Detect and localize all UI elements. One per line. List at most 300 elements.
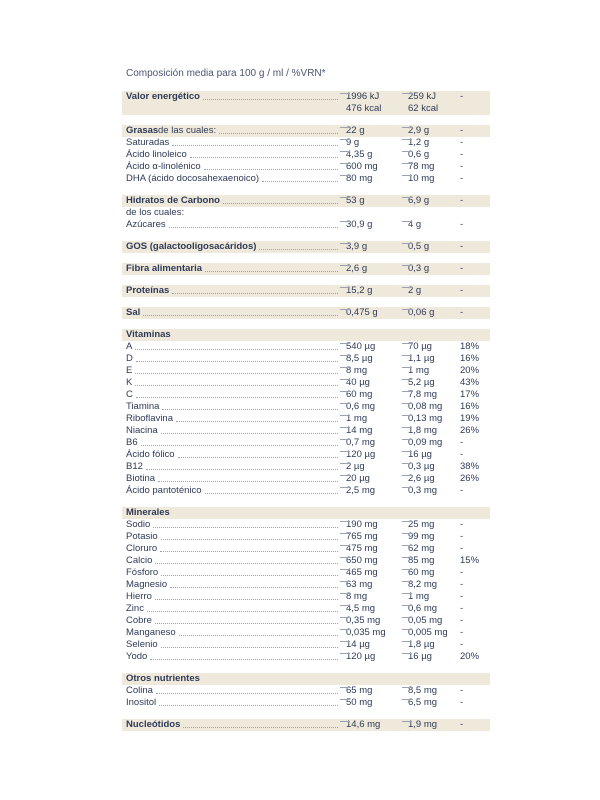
table-section xyxy=(122,241,490,253)
dotted-leader xyxy=(155,623,338,624)
per-100g-value: 8 mg xyxy=(346,591,368,602)
per-serving-value: 6,9 g xyxy=(408,195,430,206)
per-100g-value: 63 mg xyxy=(346,579,373,590)
column-separator xyxy=(340,593,350,594)
vrn-percent: - xyxy=(460,591,464,602)
table-caption: Composición media para 100 g / ml / %VRN* xyxy=(126,68,326,79)
table-row xyxy=(122,543,490,555)
column-separator xyxy=(340,569,350,570)
dotted-leader xyxy=(172,145,338,146)
nutrient-label: DHA (ácido docosahexaenoico) xyxy=(126,173,260,184)
per-100g-value: 2 µg xyxy=(346,461,365,472)
table-section xyxy=(122,329,490,497)
table-row xyxy=(122,603,490,615)
vrn-percent: 16% xyxy=(460,401,480,412)
column-separator xyxy=(340,487,350,488)
column-separator xyxy=(402,197,412,198)
vrn-percent: 20% xyxy=(460,651,480,662)
column-separator xyxy=(402,687,412,688)
per-100g-value: 476 kcal xyxy=(346,103,382,114)
per-serving-value: 8,5 mg xyxy=(408,685,438,696)
per-serving-value: 99 mg xyxy=(408,531,435,542)
vrn-percent: 43% xyxy=(460,377,480,388)
column-separator xyxy=(340,451,350,452)
column-separator xyxy=(402,653,412,654)
dotted-leader xyxy=(223,203,338,204)
dotted-leader xyxy=(179,635,338,636)
column-separator xyxy=(340,355,350,356)
nutrient-label: Minerales xyxy=(126,507,170,518)
per-serving-value: 8,2 mg xyxy=(408,579,438,590)
vrn-percent: 17% xyxy=(460,389,480,400)
per-serving-value: 16 µg xyxy=(408,449,432,460)
column-separator xyxy=(402,475,412,476)
per-100g-value: 2,5 mg xyxy=(346,485,376,496)
dotted-leader xyxy=(150,659,338,660)
column-separator xyxy=(340,653,350,654)
table-row xyxy=(122,485,490,497)
per-100g-value: 80 mg xyxy=(346,173,373,184)
vrn-percent: 26% xyxy=(460,473,480,484)
column-separator xyxy=(340,221,350,222)
column-separator xyxy=(340,197,350,198)
column-separator xyxy=(340,463,350,464)
dotted-leader xyxy=(135,385,338,386)
per-100g-value: 14,6 mg xyxy=(346,719,381,730)
vrn-percent: - xyxy=(460,125,464,136)
column-separator xyxy=(402,439,412,440)
per-100g-value: 40 µg xyxy=(346,377,370,388)
vrn-percent: - xyxy=(460,531,464,542)
dotted-leader xyxy=(161,539,338,540)
dotted-leader xyxy=(183,727,338,728)
vrn-percent: 15% xyxy=(460,555,480,566)
vrn-percent: - xyxy=(460,241,464,252)
vrn-percent: - xyxy=(460,195,464,206)
table-row xyxy=(122,365,490,377)
table-row xyxy=(122,615,490,627)
per-serving-value: 1,2 g xyxy=(408,137,430,148)
per-serving-value: 70 µg xyxy=(408,341,432,352)
dotted-leader xyxy=(219,133,338,134)
per-100g-value: 0,035 mg xyxy=(346,627,386,638)
table-row xyxy=(122,591,490,603)
per-serving-value: 25 mg xyxy=(408,519,435,530)
vrn-percent: 26% xyxy=(460,425,480,436)
nutrient-label: GOS (galactooligosacáridos) xyxy=(126,241,257,252)
vrn-percent: - xyxy=(460,161,464,172)
column-separator xyxy=(402,343,412,344)
vrn-percent: - xyxy=(460,91,464,102)
per-serving-value: 0,3 g xyxy=(408,263,430,274)
vrn-percent: - xyxy=(460,697,464,708)
dotted-leader xyxy=(143,315,338,316)
dotted-leader xyxy=(160,551,338,552)
dotted-leader xyxy=(262,181,338,182)
per-serving-value: 0,09 mg xyxy=(408,437,443,448)
column-separator xyxy=(340,605,350,606)
nutrient-label: Potasio xyxy=(126,531,158,542)
dotted-leader xyxy=(136,397,338,398)
vrn-percent: 19% xyxy=(460,413,480,424)
column-separator xyxy=(340,367,350,368)
per-100g-value: 650 mg xyxy=(346,555,378,566)
column-separator xyxy=(340,127,350,128)
dotted-leader xyxy=(162,409,338,410)
column-separator xyxy=(340,699,350,700)
table-row xyxy=(122,685,490,697)
column-separator xyxy=(402,379,412,380)
table-row xyxy=(122,353,490,365)
column-separator xyxy=(402,427,412,428)
vrn-percent: - xyxy=(460,285,464,296)
nutrient-label: Vitaminas xyxy=(126,329,171,340)
column-separator xyxy=(402,403,412,404)
table-section xyxy=(122,125,490,185)
vrn-percent: - xyxy=(460,567,464,578)
per-serving-value: 1,8 mg xyxy=(408,425,438,436)
per-serving-value: 0,13 mg xyxy=(408,413,443,424)
vrn-percent: - xyxy=(460,173,464,184)
nutrient-label: C xyxy=(126,389,133,400)
per-serving-value: 62 mg xyxy=(408,543,435,554)
column-separator xyxy=(340,163,350,164)
vrn-percent: 18% xyxy=(460,341,480,352)
vrn-percent: 16% xyxy=(460,353,480,364)
column-separator xyxy=(402,569,412,570)
table-row xyxy=(122,437,490,449)
table-row xyxy=(122,285,490,297)
dotted-leader xyxy=(158,481,338,482)
column-separator xyxy=(402,545,412,546)
table-row xyxy=(122,173,490,185)
vrn-percent: - xyxy=(460,219,464,230)
per-serving-value: 78 mg xyxy=(408,161,435,172)
nutrient-label: Ácido α-linolénico xyxy=(126,161,201,172)
column-separator xyxy=(402,415,412,416)
dotted-leader xyxy=(135,349,338,350)
table-row xyxy=(122,531,490,543)
nutrient-label: Saturadas xyxy=(126,137,170,148)
per-100g-value: 120 µg xyxy=(346,651,376,662)
dotted-leader xyxy=(176,421,338,422)
nutrient-label: D xyxy=(126,353,133,364)
nutrient-label: Sodio xyxy=(126,519,151,530)
column-separator xyxy=(402,265,412,266)
nutrient-label: Otros nutrientes xyxy=(126,673,200,684)
nutrient-label: Riboflavina xyxy=(126,413,173,424)
table-row xyxy=(122,413,490,425)
per-serving-value: 85 mg xyxy=(408,555,435,566)
per-serving-value: 0,005 mg xyxy=(408,627,448,638)
column-separator xyxy=(340,139,350,140)
per-100g-value: 8 mg xyxy=(346,365,368,376)
per-100g-value: 9 g xyxy=(346,137,360,148)
per-serving-value: 2 g xyxy=(408,285,422,296)
table-section xyxy=(122,285,490,297)
table-row xyxy=(122,219,490,231)
per-100g-value: 15,2 g xyxy=(346,285,373,296)
column-separator xyxy=(402,151,412,152)
per-serving-value: 7,8 mg xyxy=(408,389,438,400)
nutrient-label: Ácido pantoténico xyxy=(126,485,202,496)
nutrient-label: Cloruro xyxy=(126,543,158,554)
dotted-leader xyxy=(141,445,338,446)
per-100g-value: 600 mg xyxy=(346,161,378,172)
per-100g-value: 0,35 mg xyxy=(346,615,381,626)
column-separator xyxy=(402,721,412,722)
per-serving-value: 1,9 mg xyxy=(408,719,438,730)
per-100g-value: 4,5 mg xyxy=(346,603,376,614)
table-row xyxy=(122,579,490,591)
nutrient-label: Ácido fólico xyxy=(126,449,175,460)
per-100g-value: 60 mg xyxy=(346,389,373,400)
nutrient-label: K xyxy=(126,377,133,388)
vrn-percent: - xyxy=(460,685,464,696)
table-section xyxy=(122,263,490,275)
per-100g-value: 1 mg xyxy=(346,413,368,424)
vrn-percent: - xyxy=(460,579,464,590)
dotted-leader xyxy=(161,647,338,648)
column-separator xyxy=(340,243,350,244)
per-100g-value: 465 mg xyxy=(346,567,378,578)
column-separator xyxy=(402,243,412,244)
nutrient-label: Valor energético xyxy=(126,91,200,102)
table-row xyxy=(122,719,490,731)
table-section xyxy=(122,719,490,731)
per-serving-value: 0,3 µg xyxy=(408,461,435,472)
vrn-percent: - xyxy=(460,519,464,530)
table-row xyxy=(122,461,490,473)
nutrient-label: Tiamina xyxy=(126,401,160,412)
per-serving-value: 0,06 g xyxy=(408,307,435,318)
nutrient-label: Fibra alimentaria xyxy=(126,263,203,274)
per-serving-value: 60 mg xyxy=(408,567,435,578)
per-serving-value: 2,9 g xyxy=(408,125,430,136)
column-separator xyxy=(402,367,412,368)
dotted-leader xyxy=(155,563,338,564)
table-row xyxy=(122,519,490,531)
vrn-percent: - xyxy=(460,149,464,160)
dotted-leader xyxy=(170,587,338,588)
per-serving-value: 1 mg xyxy=(408,365,430,376)
per-serving-value: 62 kcal xyxy=(408,103,439,114)
vrn-percent: - xyxy=(460,307,464,318)
table-row xyxy=(122,263,490,275)
per-serving-value: 259 kJ xyxy=(408,91,436,102)
column-separator xyxy=(340,545,350,546)
nutrient-label: Yodo xyxy=(126,651,148,662)
column-separator xyxy=(402,521,412,522)
nutrition-table xyxy=(122,91,490,741)
vrn-percent: - xyxy=(460,627,464,638)
per-100g-value: 50 mg xyxy=(346,697,373,708)
per-serving-value: 5,2 µg xyxy=(408,377,435,388)
column-separator xyxy=(402,605,412,606)
column-separator xyxy=(340,581,350,582)
dotted-leader xyxy=(156,693,338,694)
per-100g-value: 540 µg xyxy=(346,341,376,352)
per-serving-value: 6,5 mg xyxy=(408,697,438,708)
vrn-percent: - xyxy=(460,449,464,460)
nutrient-label: de los cuales: xyxy=(126,207,185,218)
column-separator xyxy=(340,475,350,476)
table-row xyxy=(122,377,490,389)
section-header-row xyxy=(122,329,490,341)
column-separator xyxy=(340,343,350,344)
per-100g-value: 8,5 µg xyxy=(346,353,373,364)
dotted-leader xyxy=(146,469,338,470)
nutrient-label: Sal xyxy=(126,307,141,318)
nutrient-label: A xyxy=(126,341,133,352)
per-100g-value: 30,9 g xyxy=(346,219,373,230)
per-100g-value: 3,9 g xyxy=(346,241,368,252)
per-serving-value: 0,6 g xyxy=(408,149,430,160)
dotted-leader xyxy=(159,705,338,706)
column-separator xyxy=(340,617,350,618)
table-section xyxy=(122,195,490,231)
table-row xyxy=(122,161,490,173)
column-separator xyxy=(402,451,412,452)
per-serving-value: 16 µg xyxy=(408,651,432,662)
column-separator xyxy=(340,427,350,428)
column-separator xyxy=(402,139,412,140)
column-separator xyxy=(402,593,412,594)
table-row xyxy=(122,627,490,639)
per-serving-value: 10 mg xyxy=(408,173,435,184)
dotted-leader xyxy=(147,611,338,612)
column-separator xyxy=(340,391,350,392)
column-separator xyxy=(340,533,350,534)
per-100g-value: 2,6 g xyxy=(346,263,368,274)
column-separator xyxy=(402,309,412,310)
per-100g-value: 22 g xyxy=(346,125,365,136)
column-separator xyxy=(402,641,412,642)
vrn-percent: - xyxy=(460,603,464,614)
table-row xyxy=(122,389,490,401)
per-serving-value: 0,08 mg xyxy=(408,401,443,412)
nutrient-label: E xyxy=(126,365,133,376)
column-separator xyxy=(340,403,350,404)
nutrient-label: Hidratos de Carbono xyxy=(126,195,220,206)
dotted-leader xyxy=(136,361,338,362)
table-row xyxy=(122,195,490,207)
table-row xyxy=(122,651,490,663)
nutrient-label: Nucleótidos xyxy=(126,719,181,730)
column-separator xyxy=(402,557,412,558)
nutrient-label: B6 xyxy=(126,437,138,448)
nutrient-label: B12 xyxy=(126,461,143,472)
per-serving-value: 0,3 mg xyxy=(408,485,438,496)
per-serving-value: 1,1 µg xyxy=(408,353,435,364)
dotted-leader xyxy=(161,433,338,434)
table-row xyxy=(122,125,490,137)
dotted-leader xyxy=(204,169,338,170)
per-serving-value: 0,5 g xyxy=(408,241,430,252)
table-row xyxy=(122,639,490,651)
table-row xyxy=(122,149,490,161)
column-separator xyxy=(340,641,350,642)
dotted-leader xyxy=(155,599,338,600)
nutrient-label: Magnesio xyxy=(126,579,168,590)
vrn-percent: - xyxy=(460,485,464,496)
per-100g-value: 0,6 mg xyxy=(346,401,376,412)
per-100g-value: 14 µg xyxy=(346,639,370,650)
section-header-row xyxy=(122,673,490,685)
column-separator xyxy=(340,721,350,722)
dotted-leader xyxy=(169,227,338,228)
table-row xyxy=(122,449,490,461)
per-serving-value: 0,6 mg xyxy=(408,603,438,614)
table-row xyxy=(122,567,490,579)
column-separator xyxy=(340,175,350,176)
per-serving-value: 4 g xyxy=(408,219,422,230)
dotted-leader xyxy=(178,457,338,458)
nutrient-label: Niacina xyxy=(126,425,158,436)
table-row xyxy=(122,207,490,219)
per-100g-value: 14 mg xyxy=(346,425,373,436)
dotted-leader xyxy=(205,493,338,494)
nutrient-label: Ácido linoleico xyxy=(126,149,187,160)
per-100g-value: 1996 kJ xyxy=(346,91,380,102)
column-separator xyxy=(340,439,350,440)
per-100g-value: 65 mg xyxy=(346,685,373,696)
column-separator xyxy=(402,533,412,534)
table-row xyxy=(122,697,490,709)
column-separator xyxy=(402,163,412,164)
per-100g-value: 0,7 mg xyxy=(346,437,376,448)
column-separator xyxy=(402,93,412,94)
dotted-leader xyxy=(135,373,338,374)
vrn-percent: 38% xyxy=(460,461,480,472)
column-separator xyxy=(340,287,350,288)
nutrient-label-suffix: de las cuales: xyxy=(158,125,217,136)
per-100g-value: 120 µg xyxy=(346,449,376,460)
nutrient-label: Proteínas xyxy=(126,285,170,296)
per-100g-value: 0,475 g xyxy=(346,307,378,318)
section-header-row xyxy=(122,507,490,519)
column-separator xyxy=(340,379,350,380)
nutrient-label: Selenio xyxy=(126,639,158,650)
nutrient-label: Cobre xyxy=(126,615,152,626)
per-100g-value: 765 mg xyxy=(346,531,378,542)
vrn-percent: - xyxy=(460,263,464,274)
nutrient-label: Hierro xyxy=(126,591,152,602)
column-separator xyxy=(340,265,350,266)
column-separator xyxy=(340,151,350,152)
vrn-percent: - xyxy=(460,639,464,650)
nutrient-label: Inositol xyxy=(126,697,157,708)
vrn-percent: - xyxy=(460,543,464,554)
table-section xyxy=(122,507,490,663)
dotted-leader xyxy=(161,575,338,576)
column-separator xyxy=(340,557,350,558)
per-100g-value: 53 g xyxy=(346,195,365,206)
table-row xyxy=(122,555,490,567)
column-separator xyxy=(340,521,350,522)
vrn-percent: - xyxy=(460,437,464,448)
column-separator xyxy=(402,287,412,288)
vrn-percent: - xyxy=(460,719,464,730)
table-section xyxy=(122,673,490,709)
table-row xyxy=(122,401,490,413)
column-separator xyxy=(402,175,412,176)
per-100g-value: 475 mg xyxy=(346,543,378,554)
nutrient-label: Colina xyxy=(126,685,153,696)
dotted-leader xyxy=(190,157,338,158)
per-100g-value: 20 µg xyxy=(346,473,370,484)
nutrient-label: Manganeso xyxy=(126,627,176,638)
